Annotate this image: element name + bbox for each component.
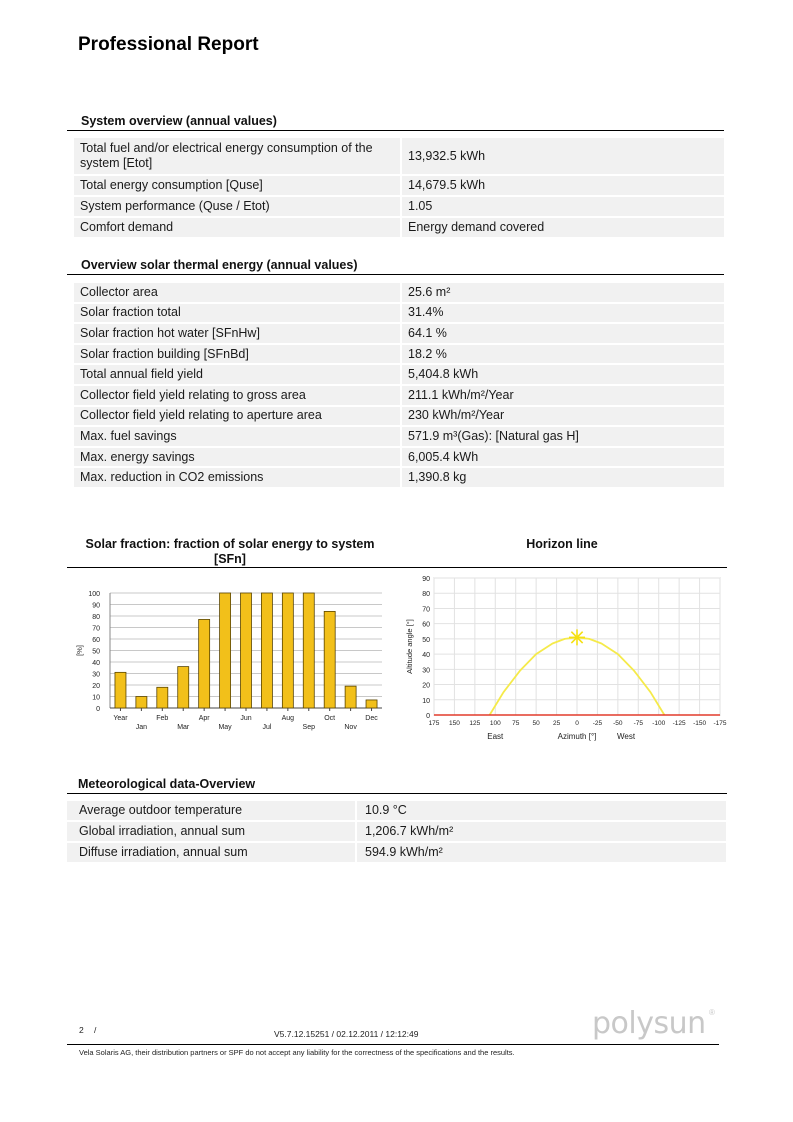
- y-tick-label: 90: [92, 602, 100, 610]
- table-row: [74, 448, 724, 469]
- x-tick-label: Jul: [262, 724, 272, 731]
- x-tick-label: Jan: [135, 724, 148, 731]
- y-axis-label: [%]: [75, 645, 84, 656]
- footer-rule: [67, 1044, 719, 1045]
- x-tick-label: 150: [448, 720, 460, 727]
- horizon-chart-title: Horizon line: [526, 537, 598, 551]
- x-tick-label: 100: [489, 720, 501, 727]
- x-tick-label: Sep: [302, 724, 316, 731]
- row-value: 1,390.8 kg: [402, 468, 724, 489]
- x-tick-label: Oct: [324, 715, 336, 722]
- x-tick-label: -50: [613, 720, 623, 727]
- meteo-heading: Meteorological data-Overview: [78, 777, 256, 791]
- row-label: System performance (Quse / Etot): [74, 197, 402, 218]
- y-tick-label: 80: [92, 614, 100, 621]
- y-tick-label: 40: [422, 652, 430, 660]
- bar-jul: [261, 593, 272, 708]
- table-row: [74, 345, 724, 366]
- row-value: 5,404.8 kWh: [402, 365, 724, 386]
- x-tick-label: Aug: [281, 715, 295, 722]
- bar-nov: [345, 686, 356, 708]
- system-overview-table: [74, 138, 724, 239]
- table-row: [74, 218, 724, 239]
- system-overview-heading: System overview (annual values): [81, 114, 277, 128]
- table-row: [67, 801, 726, 822]
- row-value: 230 kWh/m²/Year: [402, 407, 724, 428]
- row-label: Max. reduction in CO2 emissions: [74, 468, 402, 489]
- table-row: [74, 138, 724, 176]
- charts-rule: [67, 567, 727, 568]
- bar-sep: [303, 593, 314, 708]
- row-label: Solar fraction building [SFnBd]: [74, 345, 402, 366]
- row-label: Comfort demand: [74, 218, 402, 239]
- row-value: 1.05: [402, 197, 724, 218]
- y-tick-label: 80: [422, 591, 430, 599]
- row-value: 211.1 kWh/m²/Year: [402, 386, 724, 407]
- row-label: Total annual field yield: [74, 365, 402, 386]
- x-tick-label: Mar: [177, 724, 190, 731]
- table-row: [74, 365, 724, 386]
- system-overview-rule: [67, 130, 724, 131]
- x-axis-label: Azimuth [°]: [557, 732, 597, 741]
- table-row: [74, 283, 724, 304]
- row-value: 25.6 m²: [402, 283, 724, 304]
- row-value: 594.9 kWh/m²: [357, 843, 726, 864]
- x-tick-label: Feb: [156, 715, 169, 722]
- x-tick-label: -75: [633, 720, 643, 727]
- bar-jan: [136, 697, 147, 709]
- row-label: Solar fraction total: [74, 304, 402, 325]
- x-tick-label: 125: [469, 720, 481, 727]
- row-value: 571.9 m³(Gas): [Natural gas H]: [402, 427, 724, 448]
- row-value: 64.1 %: [402, 324, 724, 345]
- table-row: [74, 386, 724, 407]
- row-label: Collector field yield relating to aperture area: [74, 407, 402, 428]
- solar-fraction-bar-chart: [70, 582, 390, 745]
- y-tick-label: 60: [92, 637, 100, 644]
- polysun-logo: polysun: [592, 1006, 706, 1041]
- table-row: [67, 843, 726, 864]
- y-axis-label: Altitude angle [°]: [405, 619, 414, 674]
- x-tick-label: -125: [672, 720, 686, 727]
- y-tick-label: 0: [96, 706, 100, 713]
- row-value: 1,206.7 kWh/m²: [357, 822, 726, 843]
- x-tick-label: Nov: [344, 724, 357, 731]
- y-tick-label: 0: [426, 713, 430, 720]
- y-tick-label: 70: [92, 625, 100, 633]
- x-tick-label: -25: [592, 720, 603, 727]
- row-label: Diffuse irradiation, annual sum: [67, 843, 357, 864]
- bar-mar: [178, 667, 189, 708]
- y-tick-label: 10: [92, 694, 100, 702]
- row-label: Max. energy savings: [74, 448, 402, 469]
- bar-dec: [366, 700, 377, 708]
- page-title: Professional Report: [78, 34, 259, 55]
- solar-overview-heading: Overview solar thermal energy (annual values): [81, 258, 358, 272]
- row-value: 6,005.4 kWh: [402, 448, 724, 469]
- x-axis-label-west: West: [616, 732, 636, 741]
- x-tick-label: Year: [113, 715, 128, 722]
- x-tick-label: 175: [428, 720, 440, 727]
- x-tick-label: Jun: [240, 715, 252, 722]
- row-label: Global irradiation, annual sum: [67, 822, 357, 843]
- x-tick-label: 50: [532, 720, 540, 727]
- row-label: Average outdoor temperature: [67, 801, 357, 822]
- x-axis-label-east: East: [487, 732, 504, 741]
- x-tick-label: 25: [552, 720, 561, 727]
- bar-feb: [157, 687, 168, 708]
- row-label: Total energy consumption [Quse]: [74, 176, 402, 197]
- table-row: [74, 468, 724, 489]
- bar-jun: [241, 593, 252, 708]
- x-tick-label: -150: [693, 720, 707, 727]
- y-tick-label: 30: [92, 671, 100, 679]
- y-tick-label: 60: [422, 621, 430, 629]
- x-tick-label: Apr: [198, 715, 210, 722]
- y-tick-label: 10: [422, 697, 430, 705]
- table-row: [74, 176, 724, 197]
- table-row: [67, 822, 726, 843]
- y-tick-label: 70: [422, 606, 430, 614]
- registered-mark: ®: [709, 1008, 715, 1017]
- page-number-separator: /: [94, 1025, 97, 1035]
- y-tick-label: 100: [88, 591, 100, 598]
- row-label: Collector field yield relating to gross area: [74, 386, 402, 407]
- table-row: [74, 324, 724, 345]
- bar-apr: [199, 619, 210, 708]
- row-value: 18.2 %: [402, 345, 724, 366]
- x-tick-label: May: [218, 724, 232, 731]
- row-label: Solar fraction hot water [SFnHw]: [74, 324, 402, 345]
- x-tick-label: -100: [652, 720, 666, 727]
- row-label: Max. fuel savings: [74, 427, 402, 448]
- x-tick-label: Dec: [365, 715, 378, 722]
- table-row: [74, 407, 724, 428]
- table-row: [74, 304, 724, 325]
- disclaimer-text: Vela Solaris AG, their distribution partners or SPF do not accept any liability for the correctness of the specifications and the results.: [79, 1048, 515, 1057]
- y-tick-label: 30: [422, 667, 430, 675]
- x-tick-label: 0: [575, 720, 579, 727]
- bar-may: [220, 593, 231, 708]
- row-value: 13,932.5 kWh: [402, 138, 724, 176]
- y-tick-label: 20: [92, 683, 100, 690]
- solar-overview-rule: [67, 274, 724, 275]
- y-tick-label: 90: [422, 576, 430, 583]
- y-tick-label: 40: [92, 660, 100, 667]
- horizon-line-chart: [400, 570, 730, 745]
- x-tick-label: 75: [512, 720, 520, 727]
- x-tick-label: -175: [713, 720, 727, 727]
- y-tick-label: 50: [92, 648, 100, 656]
- meteo-rule: [67, 793, 727, 794]
- row-value: 10.9 °C: [357, 801, 726, 822]
- table-row: [74, 427, 724, 448]
- solar-fraction-chart-title: Solar fraction: fraction of solar energy to system [SFn]: [85, 537, 375, 566]
- bar-year: [115, 672, 126, 708]
- y-tick-label: 20: [422, 682, 430, 690]
- row-value: 31.4%: [402, 304, 724, 325]
- version-stamp: V5.7.12.15251 / 02.12.2011 / 12:12:49: [274, 1029, 419, 1039]
- y-tick-label: 50: [422, 636, 430, 644]
- bar-oct: [324, 611, 335, 708]
- table-row: [74, 197, 724, 218]
- page-number: 2: [79, 1025, 84, 1035]
- row-label: Total fuel and/or electrical energy consumption of the system [Etot]: [74, 138, 402, 176]
- row-value: Energy demand covered: [402, 218, 724, 239]
- row-label: Collector area: [74, 283, 402, 304]
- solar-overview-table: [74, 283, 724, 489]
- meteo-table: [67, 801, 726, 864]
- bar-aug: [282, 593, 293, 708]
- row-value: 14,679.5 kWh: [402, 176, 724, 197]
